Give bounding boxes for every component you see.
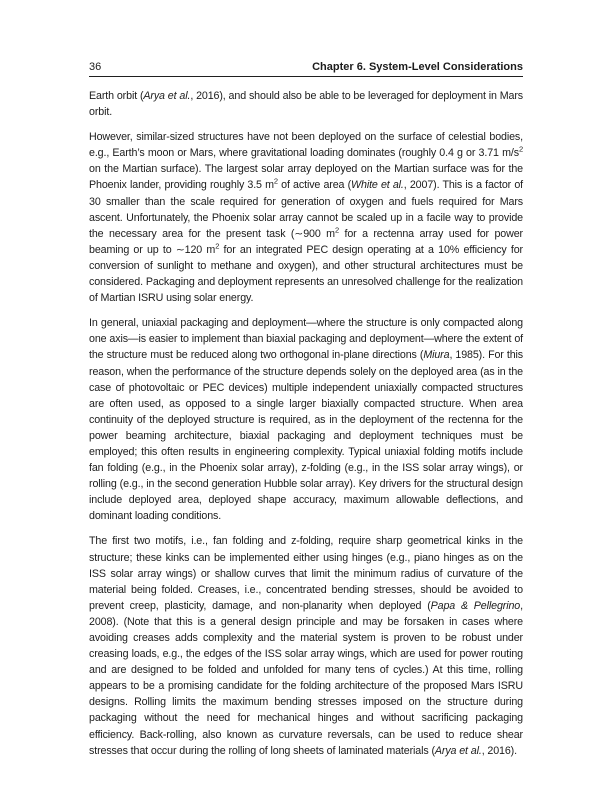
text-segment: The first two motifs, i.e., fan folding and z-folding, require sharp geometrical kinks in the structure; these kinks can be implemented either using hinges (e.g., piano hinges as on the ISS solar array wings) or shallow curves that limit the minimum radius of curvature of the material being folded. Creases, i.e., concentrated bending stresses, should be avoided to prevent creep, plasticity, damage, and non-planarity when deployed (: [89, 535, 523, 612]
text-segment: In general, uniaxial packaging and deployment—where the structure is only compacted along one axis—is easier to implement than biaxial packaging and deployment—where the extent of the structure must be reduced along two orthogonal in-plane directions (: [89, 317, 523, 362]
paragraph: [89, 88, 523, 120]
text-segment: for an integrated PEC design operating at a 10% efficiency for conversion of sunlight to methane and oxygen), and other structural architectures must be considered. Packaging and deployment represents an unresolved challenge for the realization of Martian ISRU using solar energy.: [89, 243, 523, 305]
superscript: 2: [334, 225, 339, 235]
text-segment: of active area (: [277, 179, 352, 192]
text-segment: for a rectenna array used for power beaming or up to ∼120 m: [89, 227, 523, 256]
document-body: [89, 88, 523, 759]
page-content: [89, 61, 523, 759]
paragraph: [89, 315, 523, 524]
citation-italic: Arya et al.: [434, 744, 482, 757]
superscript: 2: [518, 144, 523, 154]
text-segment: , 2016).: [481, 744, 517, 757]
text-segment: , 2008). (Note that this is a general design principle and may be forsaken in cases where avoiding creases adds complexity and the material system is proven to be robust under creasing loads, e.g., the edges of the ISS solar array wings, which are used for power routing and are designed to be folded and unfolded for many tens of cycles.) At this time, rolling appears to be a promising candidate for the folding architecture of the proposed Mars ISRU designs. Rolling limits the maximum bending stresses imposed on the structure during packaging without the need for mechanical hinges and without sacrificing packaging efficiency. Back-rolling, also known as curvature reversals, can be used to reduce shear stresses that occur during the rolling of long sheets of laminated materials (: [89, 599, 523, 757]
citation-italic: Miura: [423, 349, 450, 362]
page-number: 36: [89, 61, 102, 73]
text-segment: , 1985). For this reason, when the performance of the structure depends solely on the deployed area (as in the case of photovoltaic or PEC devices) multiple independent uniaxially compacted structures are often used, as opposed to a single larger biaxially compacted structure. When area continuity of the deployed structure is required, as in the deployment of the rectenna for the power beaming architecture, biaxial packaging and deployment techniques must be employed; this often results in engineering complexity. Typical uniaxial folding motifs include fan folding (e.g., in the Phoenix solar array), z-folding (e.g., in the ISS solar array wings), or rolling (e.g., in the second generation Hubble solar array). Key drivers for the structural design include deployed area, deployed shape accuracy, maximum allowable deflections, and dominant loading conditions.: [89, 349, 523, 523]
text-segment: Earth orbit (: [89, 90, 144, 102]
paragraph: [89, 129, 523, 306]
superscript: 2: [273, 176, 278, 186]
page-header: [89, 61, 523, 77]
citation-italic: Papa & Pellegrino: [430, 599, 521, 612]
text-segment: , 2007). This is a factor of 30 smaller than the scale required for generation of oxygen and fuels required for Mars ascent. Unfortunately, the Phoenix solar array cannot be scaled up in a facile way to provide the necessary area for the present task (∼900 m: [89, 179, 523, 240]
text-segment: , 2016), and should also be able to be leveraged for deployment in Mars orbit.: [89, 90, 523, 119]
superscript: 2: [215, 241, 220, 251]
paragraph: [89, 533, 523, 758]
text-segment: on the Martian surface). The largest solar array deployed on the Martian surface was for the Phoenix lander, providing roughly 3.5 m: [89, 163, 523, 192]
text-segment: However, similar-sized structures have not been deployed on the surface of celestial bodies, e.g., Earth’s moon or Mars, where gravitational loading dominates (roughly 0.4 g or 3.71 m/s: [89, 131, 523, 160]
chapter-title: Chapter 6. System-Level Considerations: [312, 61, 523, 73]
citation-italic: Arya et al.: [143, 90, 191, 102]
citation-italic: White et al.: [351, 179, 404, 192]
